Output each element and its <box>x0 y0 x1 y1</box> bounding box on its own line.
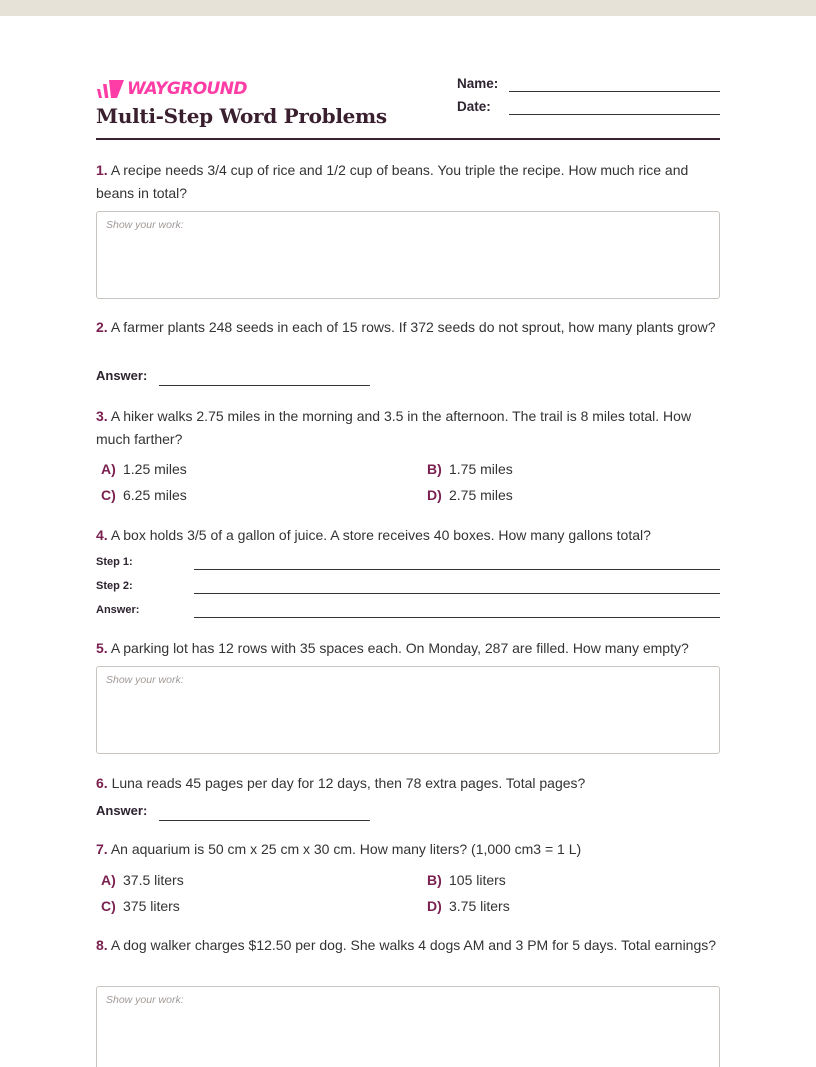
question-5 <box>96 637 720 660</box>
question-text <box>96 524 720 547</box>
choice-c[interactable] <box>101 487 187 503</box>
question-text <box>96 405 720 450</box>
question-number: 2. <box>96 319 108 335</box>
choice-a[interactable] <box>101 872 184 888</box>
question-number: 5. <box>96 640 108 656</box>
page-title: Multi-Step Word Problems <box>96 104 387 128</box>
step-answer-field[interactable] <box>96 604 720 618</box>
step-2-field[interactable] <box>96 580 720 594</box>
question-body: A box holds 3/5 of a gallon of juice. A store receives 40 boxes. How many gallons total? <box>110 527 651 543</box>
choice-d[interactable] <box>427 898 510 914</box>
brand-name: WAYGROUND <box>127 79 247 99</box>
choice-b[interactable] <box>427 461 513 477</box>
question-text <box>96 637 720 660</box>
name-field[interactable] <box>457 76 720 96</box>
work-hint: Show your work: <box>106 674 184 686</box>
question-number: 4. <box>96 527 108 543</box>
choice-letter: D) <box>427 487 442 503</box>
answer-line[interactable] <box>159 385 370 386</box>
wayground-logo-icon <box>96 79 124 99</box>
choice-letter: A) <box>101 872 116 888</box>
step-label: Step 1: <box>96 556 133 568</box>
worksheet-header <box>96 76 720 140</box>
question-body: A dog walker charges $12.50 per dog. She walks 4 dogs AM and 3 PM for 5 days. Total earnings? <box>110 937 717 953</box>
choice-text: 375 liters <box>123 898 180 914</box>
question-6 <box>96 772 720 795</box>
choice-text: 1.75 miles <box>449 461 513 477</box>
step-line[interactable] <box>194 593 720 594</box>
answer-line[interactable] <box>159 820 370 821</box>
work-box[interactable] <box>96 211 720 299</box>
choice-text: 37.5 liters <box>123 872 184 888</box>
choice-letter: A) <box>101 461 116 477</box>
step-1-field[interactable] <box>96 556 720 570</box>
name-label: Name: <box>457 76 499 91</box>
date-line[interactable] <box>509 114 720 115</box>
answer-field[interactable] <box>96 803 376 821</box>
work-box[interactable] <box>96 986 720 1067</box>
answer-label: Answer: <box>96 368 148 383</box>
question-text <box>96 838 720 861</box>
choice-text: 105 liters <box>449 872 506 888</box>
choice-text: 3.75 liters <box>449 898 510 914</box>
question-number: 6. <box>96 775 108 791</box>
question-number: 1. <box>96 162 108 178</box>
top-bar <box>0 0 816 16</box>
brand-logo <box>96 79 247 99</box>
choice-text: 1.25 miles <box>123 461 187 477</box>
worksheet-page <box>96 76 720 1006</box>
question-7 <box>96 838 720 861</box>
work-hint: Show your work: <box>106 219 184 231</box>
answer-field[interactable] <box>96 368 376 386</box>
step-line[interactable] <box>194 617 720 618</box>
choice-text: 2.75 miles <box>449 487 513 503</box>
question-body: A hiker walks 2.75 miles in the morning and 3.5 in the afternoon. The trail is 8 miles total. How much farther? <box>96 408 692 447</box>
answer-label: Answer: <box>96 803 148 818</box>
date-label: Date: <box>457 99 491 114</box>
choice-letter: B) <box>427 461 442 477</box>
question-number: 8. <box>96 937 108 953</box>
choice-d[interactable] <box>427 487 513 503</box>
question-body: A parking lot has 12 rows with 35 spaces each. On Monday, 287 are filled. How many empty? <box>110 640 689 656</box>
work-hint: Show your work: <box>106 994 184 1006</box>
question-body: An aquarium is 50 cm x 25 cm x 30 cm. How many liters? (1,000 cm3 = 1 L) <box>110 841 582 857</box>
work-box[interactable] <box>96 666 720 754</box>
question-text <box>96 159 720 204</box>
question-3 <box>96 405 720 450</box>
choice-letter: C) <box>101 898 116 914</box>
question-1 <box>96 159 720 204</box>
question-2 <box>96 316 720 339</box>
choice-letter: D) <box>427 898 442 914</box>
choice-letter: B) <box>427 872 442 888</box>
choice-c[interactable] <box>101 898 180 914</box>
question-8 <box>96 934 720 957</box>
step-label: Answer: <box>96 604 140 616</box>
name-line[interactable] <box>509 91 720 92</box>
question-body: A farmer plants 248 seeds in each of 15 rows. If 372 seeds do not sprout, how many plants grow? <box>110 319 716 335</box>
choice-a[interactable] <box>101 461 187 477</box>
date-field[interactable] <box>457 99 720 119</box>
choice-letter: C) <box>101 487 116 503</box>
choice-b[interactable] <box>427 872 506 888</box>
step-label: Step 2: <box>96 580 133 592</box>
question-text <box>96 316 720 339</box>
question-body: A recipe needs 3/4 cup of rice and 1/2 cup of beans. You triple the recipe. How much rice and beans in total? <box>96 162 689 201</box>
question-body: Luna reads 45 pages per day for 12 days, then 78 extra pages. Total pages? <box>111 775 586 791</box>
question-text <box>96 934 720 957</box>
question-4 <box>96 524 720 547</box>
question-number: 3. <box>96 408 108 424</box>
question-number: 7. <box>96 841 108 857</box>
question-text <box>96 772 720 795</box>
choice-text: 6.25 miles <box>123 487 187 503</box>
step-line[interactable] <box>194 569 720 570</box>
